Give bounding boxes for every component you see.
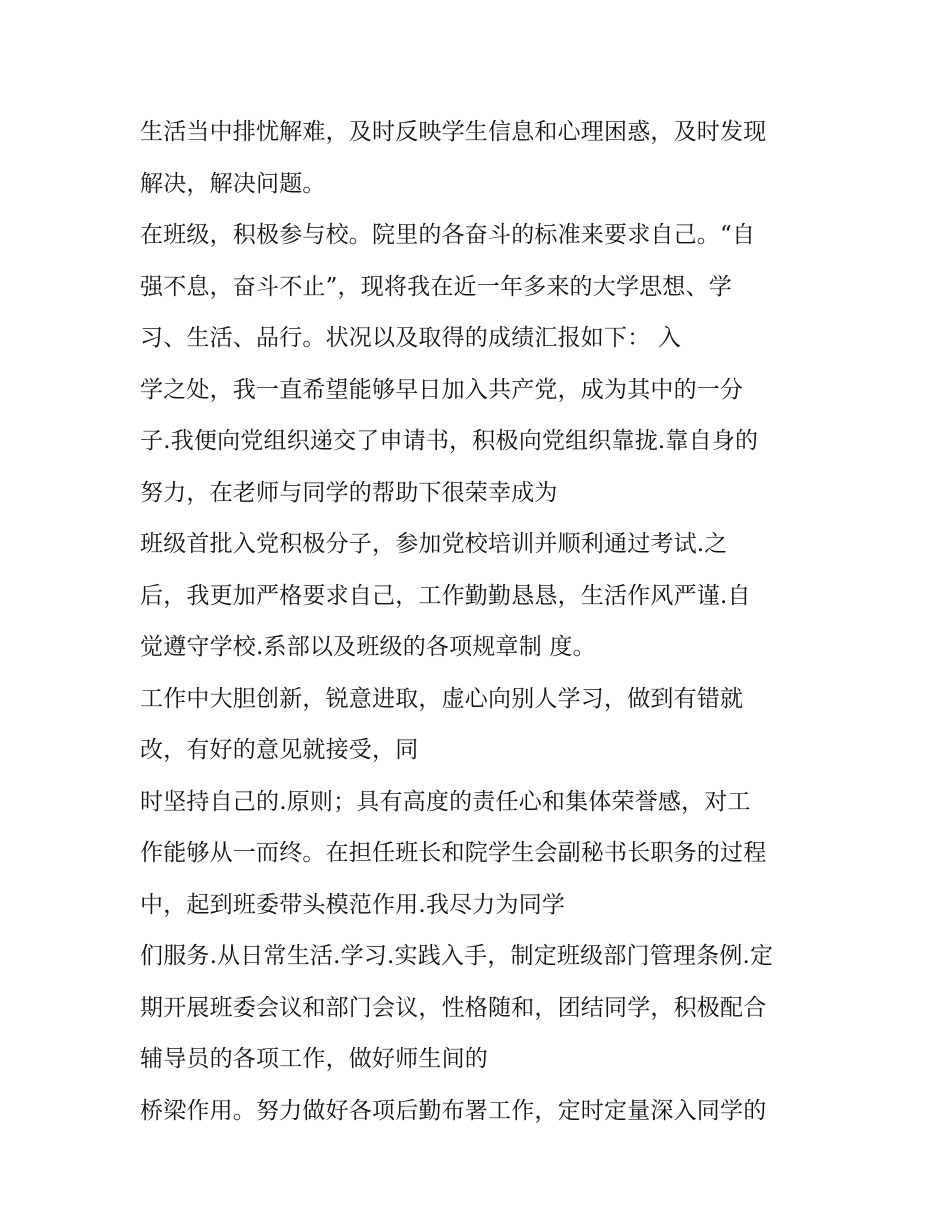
text-line: 班级首批入党积极分子，参加党校培训并顺利通过考试.之	[140, 531, 728, 557]
text-line: 中，起到班委带头模范作用.我尽力为同学	[140, 891, 566, 918]
text-line: 辅导员的各项工作，做好师生间的	[140, 1046, 488, 1072]
text-line: 习、生活、品行。状况以及取得的成绩汇报如下： 入	[140, 325, 682, 351]
document-body	[140, 107, 820, 1137]
text-line: 学之处，我一直希望能够早日加入共产党，成为其中的一分	[140, 376, 744, 403]
text-line: 作能够从一而终。在担任班长和院学生会副秘书长职务的过程	[140, 840, 767, 866]
text-line: 期开展班委会议和部门会议，性格随和，团结同学，积极配合	[140, 994, 767, 1021]
text-line: 改，有好的意见就接受，同	[140, 737, 419, 763]
text-line: 生活当中排忧解难，及时反映学生信息和心理困惑，及时发现	[140, 119, 767, 145]
text-line: 强不息，奋斗不止”，现将我在近一年多来的大学思想、学	[140, 273, 732, 300]
text-line: 子.我便向党组织递交了申请书，积极向党组织靠拢.靠自身的	[140, 428, 759, 454]
text-line: 后，我更加严格要求自己，工作勤勤恳恳，生活作风严谨.自	[140, 582, 751, 609]
text-line: 觉遵守学校.系部以及班级的各项规章制 度。	[140, 634, 596, 660]
text-line: 工作中大胆创新，锐意进取，虚心向别人学习，做到有错就	[140, 685, 744, 712]
text-line: 桥梁作用。努力做好各项后勤布署工作，定时定量深入同学的	[140, 1097, 767, 1124]
text-line: 时坚持自己的.原则；具有高度的责任心和集体荣誉感，对工	[140, 788, 751, 815]
text-line: 努力，在老师与同学的帮助下很荣幸成为	[140, 479, 558, 506]
text-line: 在班级，积极参与校。院里的各奋斗的标准来要求自己。“自	[140, 222, 756, 248]
text-line: 解决，解决问题。	[140, 170, 326, 197]
text-line: 们服务.从日常生活.学习.实践入手，制定班级部门管理条例.定	[140, 943, 774, 969]
